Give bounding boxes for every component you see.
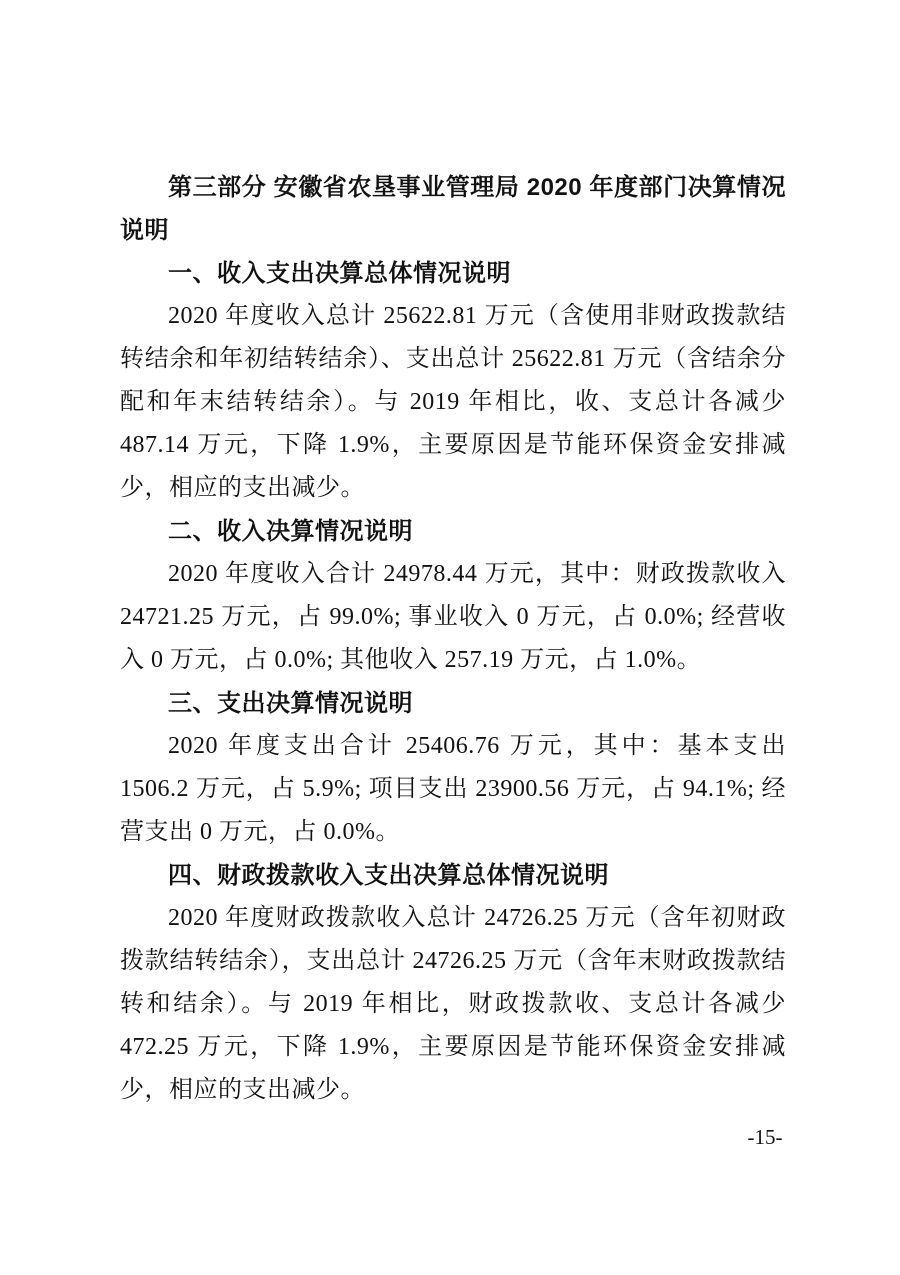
page-number: -15- [747, 1125, 783, 1149]
section-heading-income-expenditure-overview: 一、收入支出决算总体情况说明 [168, 260, 511, 287]
section-paragraph: 2020 年度财政拨款收入总计 24726.25 万元（含年初财政拨款结转结余），支出总计 24726.25 万元（含年末财政拨款结转和结余）。与 2019 年相比，财政拨款收、支总计各减少 472.25 万元，下降 1.9%，主要原因是节能环保资金安排减少，相应的支出减少。 [120, 905, 786, 1103]
section-heading-expenditure-details: 三、支出决算情况说明 [168, 690, 413, 717]
section-paragraph: 2020 年度收入合计 24978.44 万元，其中：财政拨款收入 24721.25 万元，占 99.0%; 事业收入 0 万元，占 0.0%; 经营收入 0 万元，占 0.0%; 其他收入 257.19 万元，占 1.0%。 [120, 561, 786, 673]
document-body [120, 166, 786, 1112]
section-paragraph: 2020 年度支出合计 25406.76 万元，其中：基本支出 1506.2 万元，占 5.9%; 项目支出 23900.56 万元，占 94.1%; 经营支出 0 万元，占 0.0%。 [120, 733, 786, 845]
section-heading-fiscal-appropriation-overview: 四、财政拨款收入支出决算总体情况说明 [168, 862, 609, 889]
document-title: 第三部分 安徽省农垦事业管理局 2020 年度部门决算情况说明 [120, 174, 786, 244]
section-paragraph: 2020 年度收入总计 25622.81 万元（含使用非财政拨款结转结余和年初结转结余）、支出总计 25622.81 万元（含结余分配和年末结转结余）。与 2019 年相比，收、支总计各减少 487.14 万元，下降 1.9%，主要原因是节能环保资金安排减少，相应的支出减少。 [120, 303, 786, 501]
section-heading-income-details: 二、收入决算情况说明 [168, 518, 413, 545]
